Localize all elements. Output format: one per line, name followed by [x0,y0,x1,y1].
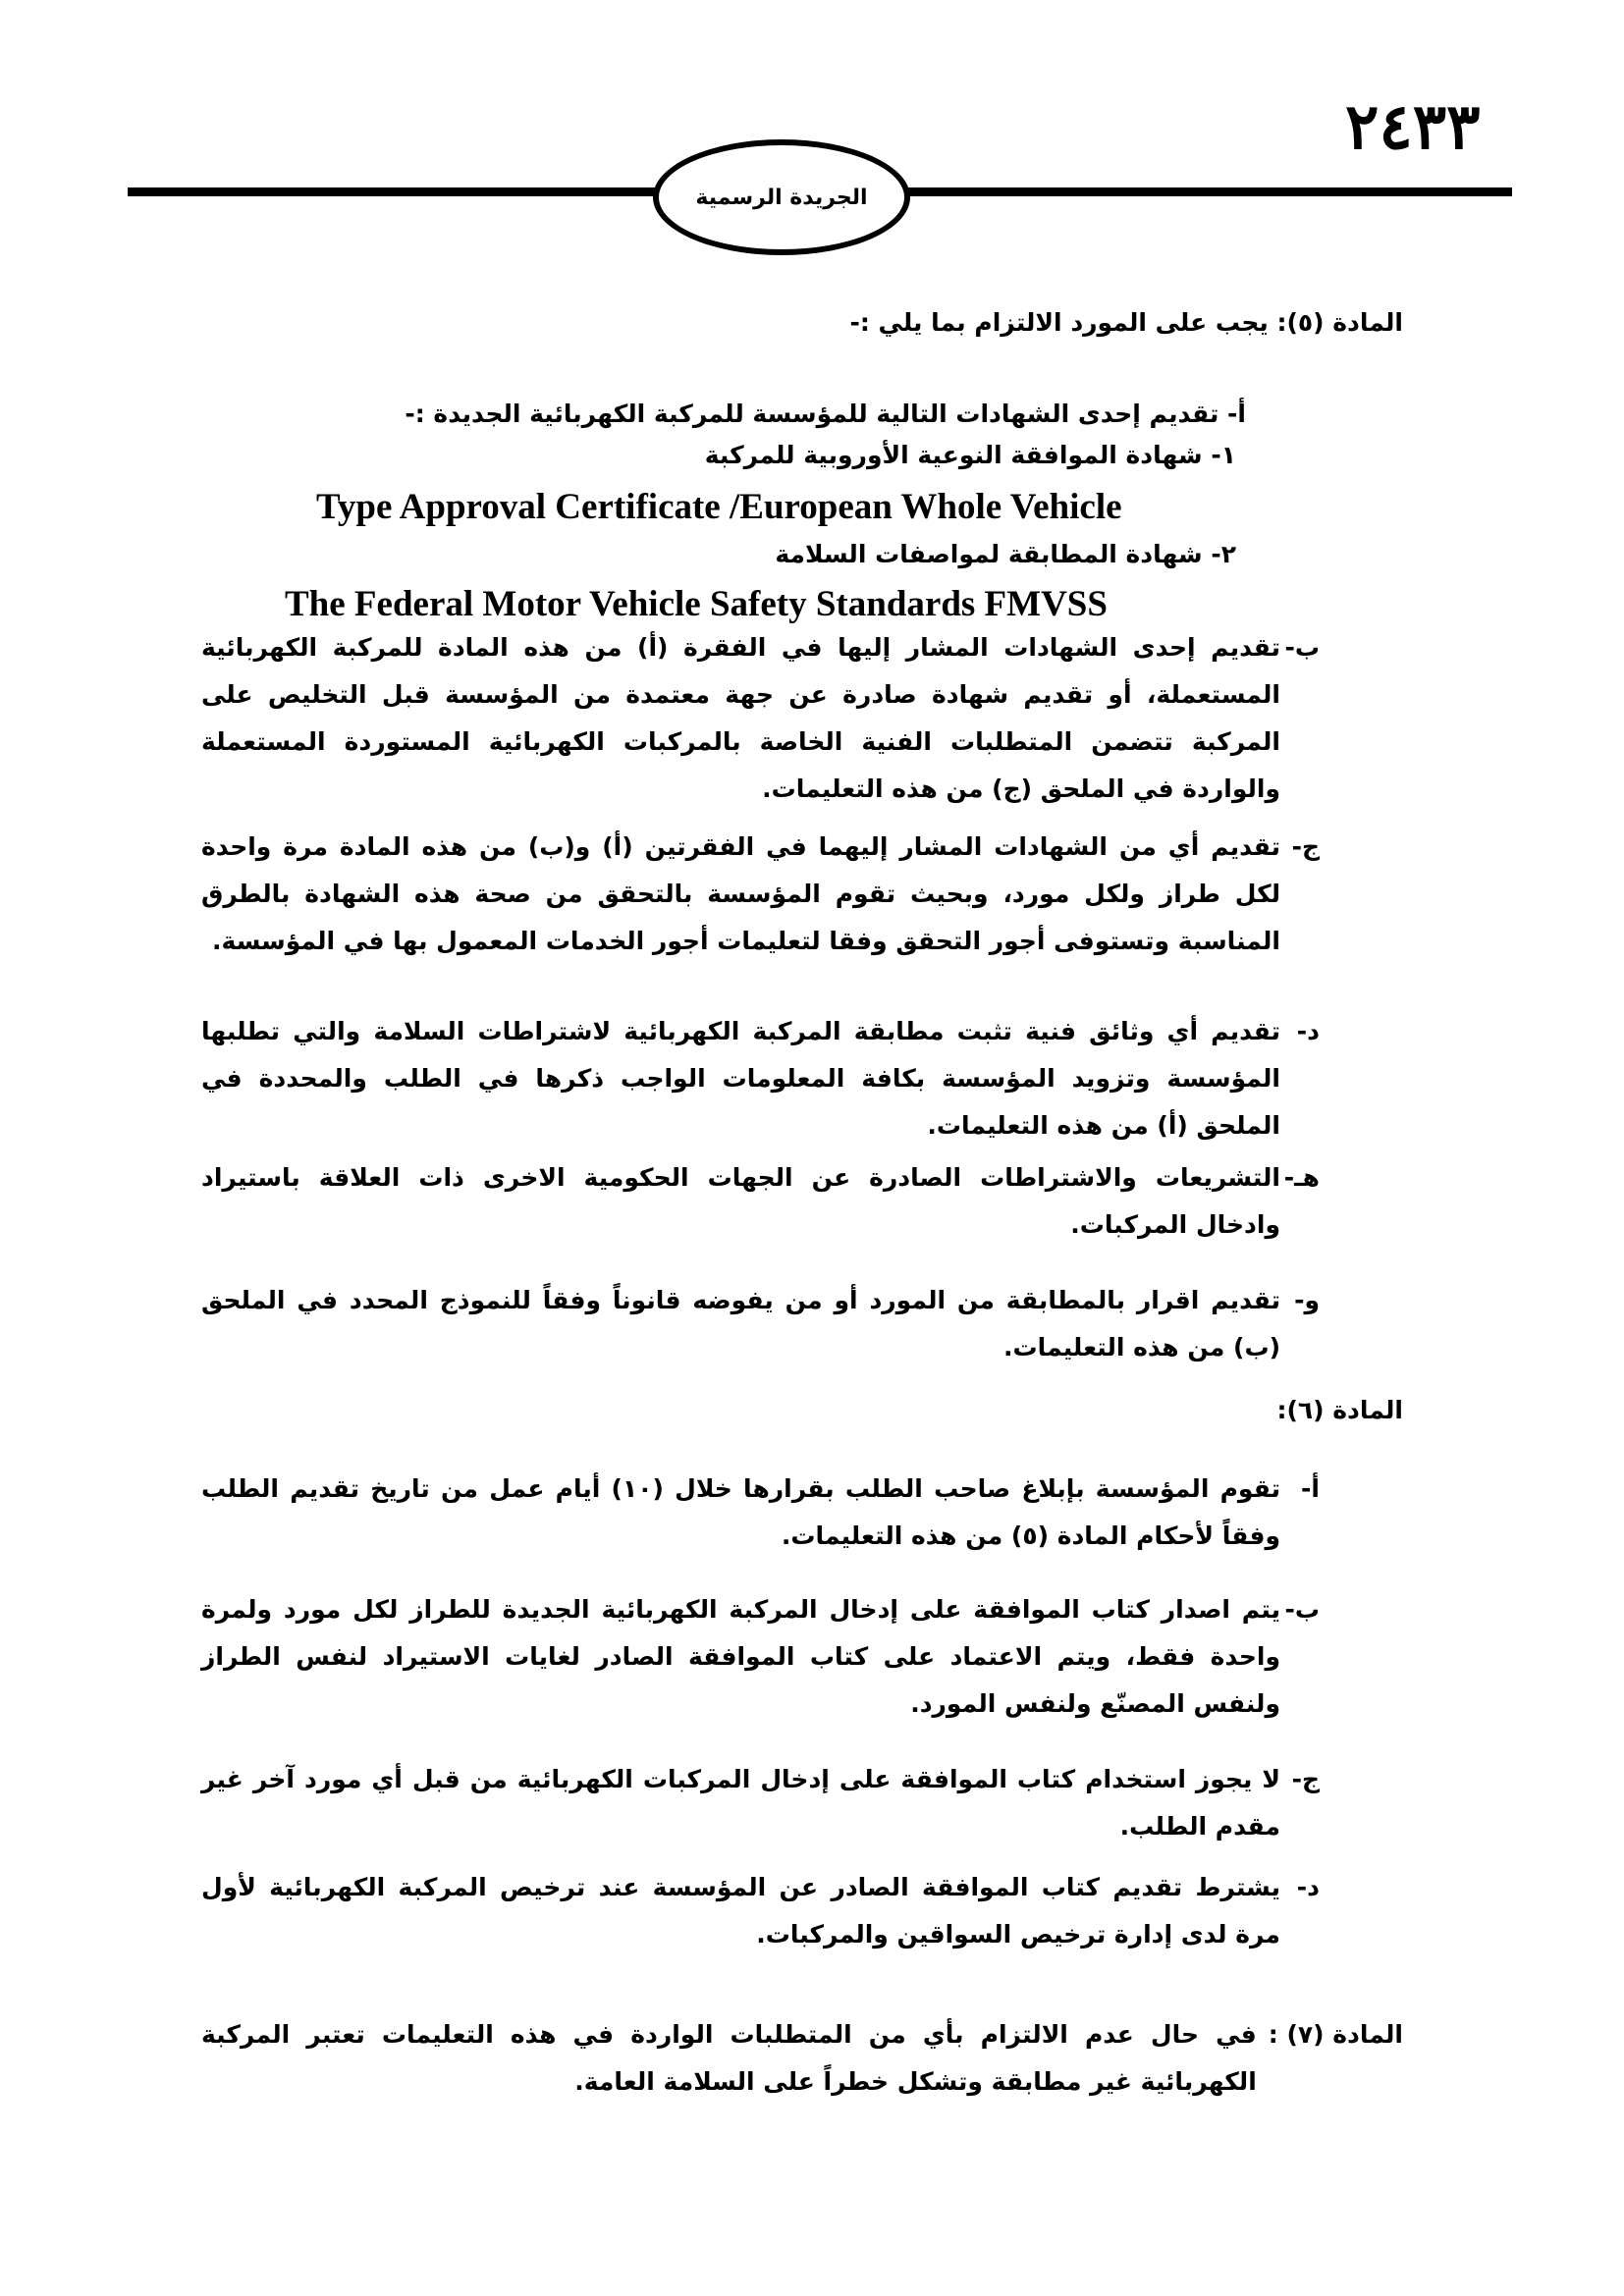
item-text: تقديم أي وثائق فنية تثبت مطابقة المركبة الكهربائية لاشتراطات السلامة والتي تطلبها المؤسسة وتزويد المؤسسة بكافة المعلومات الواجب ذكرها في الطلب والمحددة في الملحق (أ) من هذه التعليمات. [201,1017,1280,1140]
article-6-item-d [201,1864,1320,1958]
journal-title: الجريدة الرسمية [695,185,868,210]
item-text: تقوم المؤسسة بإبلاغ صاحب الطلب بقرارها خلال (١٠) أيام عمل من تاريخ تقديم الطلب وفقاً لأحكام المادة (٥) من هذه التعليمات. [201,1474,1280,1550]
article-5-item-f [201,1277,1320,1371]
item-text: التشريعات والاشتراطات الصادرة عن الجهات الحكومية الاخرى ذات العلاقة باستيراد وادخال المركبات. [201,1163,1280,1239]
item-text: لا يجوز استخدام كتاب الموافقة على إدخال المركبات الكهربائية من قبل أي مورد آخر غير مقدم الطلب. [201,1765,1280,1841]
article-5-item-d [201,1008,1320,1149]
journal-title-badge [653,139,910,255]
item-text: تقديم اقرار بالمطابقة من المورد أو من يفوضه قانوناً وفقاً للنموذج المحدد في الملحق (ب) من هذه التعليمات. [201,1286,1280,1362]
article-5-item-a2 [775,531,1236,578]
article-5-item-c [201,824,1320,965]
article-7-text: في حال عدم الالتزام بأي من المتطلبات الواردة في هذه التعليمات تعتبر المركبة الكهربائية غير مطابقة وتشكل خطراً على السلامة العامة. [201,2020,1257,2096]
article-6-item-a [201,1466,1320,1560]
article-5-item-a [405,391,1246,438]
article-6-item-c [201,1756,1320,1850]
item-label: د- [1296,1873,1320,1901]
article-7-heading: المادة (٧) : [1268,2020,1403,2049]
article-5-item-b [201,624,1320,813]
article-5-heading: المادة (٥): يجب على المورد الالتزام بما يلي :- [849,308,1403,337]
article-5-item-e [201,1154,1320,1249]
item-text: شهادة المطابقة لمواصفات السلامة [775,540,1203,568]
item-text: يتم اصدار كتاب الموافقة على إدخال المركبة الكهربائية الجديدة للطراز لكل مورد ولمرة واحدة فقط، ويتم الاعتماد على كتاب الموافقة الصادر لغايات الاستيراد لنفس الطراز ولنفس المصنّع ولنفس المورد. [201,1595,1280,1718]
item-text: تقديم إحدى الشهادات التالية للمؤسسة للمركبة الكهربائية الجديدة :- [405,400,1219,428]
item-label: و- [1294,1286,1320,1314]
item-label: ب- [1284,633,1320,662]
item-label: ج- [1291,1765,1320,1793]
item-text: يشترط تقديم كتاب الموافقة الصادر عن المؤسسة عند ترخيص المركبة الكهربائية لأول مرة لدى إدارة ترخيص السواقين والمركبات. [201,1873,1280,1949]
article-5-item-a1 [705,432,1236,479]
item-text: تقديم أي من الشهادات المشار إليهما في الفقرتين (أ) و(ب) من هذه المادة مرة واحدة لكل طراز ولكل مورد، وبحيث تقوم المؤسسة بالتحقق من صحة هذه الشهادة بالطرق المناسبة وتستوفى أجور التحقق وفقا لتعليمات أجور الخدمات المعمول بها في المؤسسة. [201,832,1280,955]
article-6-heading: المادة (٦): [1276,1396,1403,1424]
item-label: ج- [1291,832,1320,861]
item-label: هـ- [1283,1163,1320,1192]
english-cert-2: The Federal Motor Vehicle Safety Standards FMVSS [285,584,1108,624]
item-label: ٢- [1211,540,1236,568]
item-label: أ- [1301,1474,1320,1503]
item-label: ١- [1211,441,1236,469]
item-text: تقديم إحدى الشهادات المشار إليها في الفقرة (أ) من هذه المادة للمركبة الكهربائية المستعملة، أو تقديم شهادة صادرة عن جهة معتمدة من المؤسسة قبل التخليص على المركبة تتضمن المتطلبات الفنية الخاصة بالمركبات الكهربائية المستوردة المستعملة والواردة في الملحق (ج) من هذه التعليمات. [201,633,1280,803]
page-number: ٢٤٣٣ [1345,90,1481,164]
item-text: شهادة الموافقة النوعية الأوروبية للمركبة [704,441,1203,469]
article-6-item-b [201,1586,1320,1728]
item-label: د- [1296,1017,1320,1045]
english-cert-1: Type Approval Certificate /European Whole Vehicle [316,487,1122,527]
article-7 [201,2011,1403,2106]
item-label: أ- [1227,400,1246,428]
item-label: ب- [1284,1595,1320,1624]
